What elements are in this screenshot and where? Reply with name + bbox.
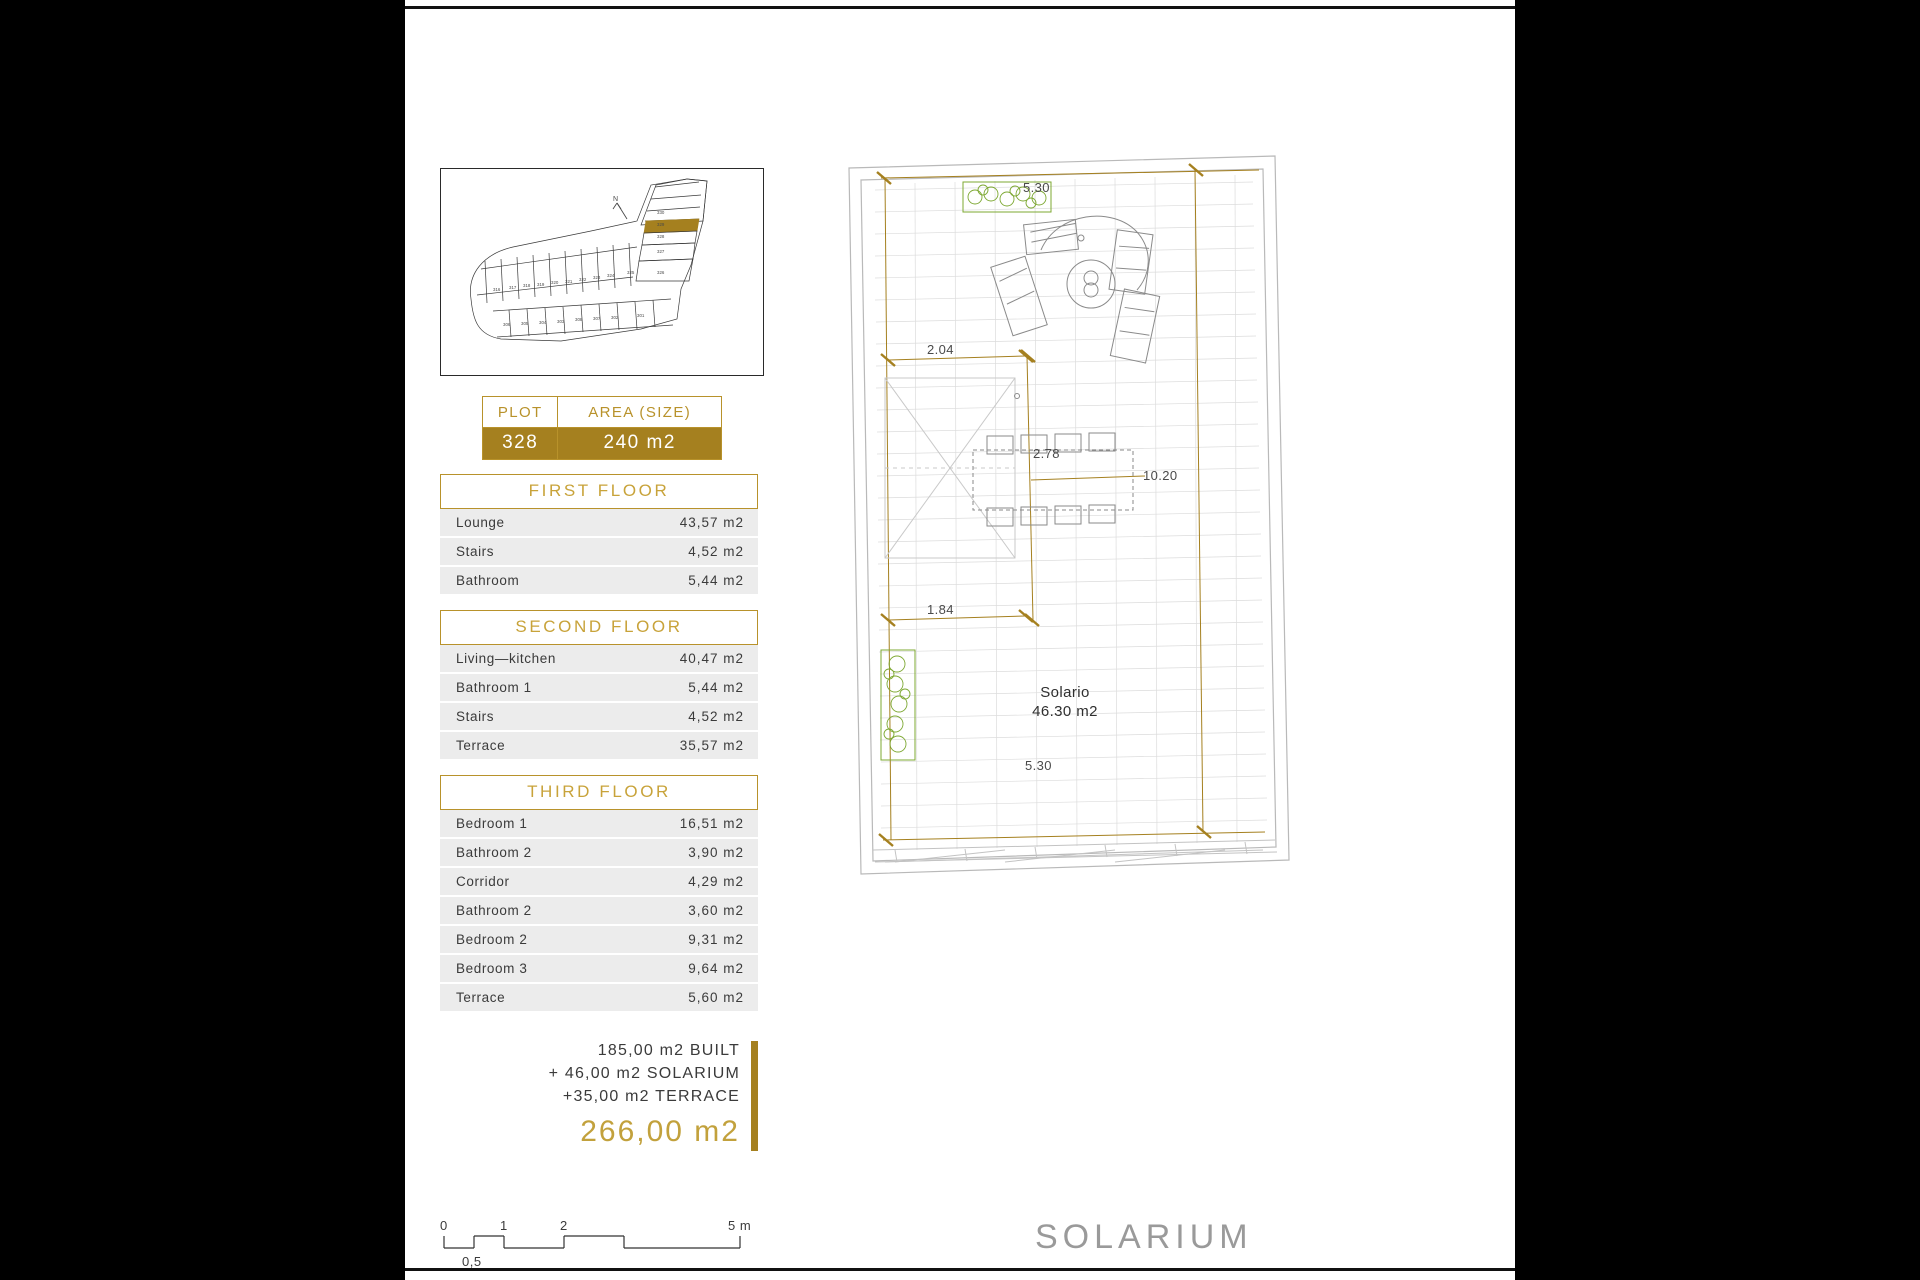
dim-d2: 2.78: [1033, 446, 1060, 461]
total-solarium: + 46,00 m2 SOLARIUM: [548, 1065, 740, 1083]
solarium-floor-plan: [845, 150, 1315, 890]
dimension-lines: [877, 164, 1265, 846]
room-area: 5,44 m2: [688, 573, 744, 588]
planter-left: [881, 650, 915, 760]
roof-hatch: [885, 378, 1015, 558]
plot-header-cell: PLOT: [483, 397, 558, 428]
room-area: 9,64 m2: [688, 961, 744, 976]
plot-area-value-row: [483, 428, 722, 460]
room-row: [440, 732, 758, 761]
svg-text:326: 326: [657, 270, 665, 275]
svg-text:328: 328: [657, 234, 665, 239]
room-row: [440, 509, 758, 538]
solario-room-area: 46.30 m2: [1032, 703, 1098, 720]
room-row: [440, 839, 758, 868]
svg-text:304: 304: [539, 320, 547, 325]
plot-area-table: [482, 396, 722, 460]
room-area: 4,52 m2: [688, 544, 744, 559]
svg-text:327: 327: [657, 249, 665, 254]
room-name: Terrace: [456, 738, 506, 753]
plot-location-map: [440, 168, 764, 376]
scale-tick-2: 2: [560, 1218, 568, 1233]
solario-room-name: Solario: [1040, 684, 1090, 701]
room-name: Lounge: [456, 515, 505, 530]
room-name: Bathroom: [456, 573, 520, 588]
room-name: Bedroom 2: [456, 932, 528, 947]
totals-gold-bar: [751, 1041, 758, 1151]
scale-bar: [440, 1218, 770, 1272]
scale-bar-drawing: [440, 1222, 770, 1262]
svg-text:321: 321: [565, 279, 573, 284]
svg-text:324: 324: [607, 273, 615, 278]
solarium-plan-drawing: [845, 150, 1315, 890]
left-black-bar: [0, 0, 405, 1280]
room-area: 5,44 m2: [688, 680, 744, 695]
scale-tick-1: 1: [500, 1218, 508, 1233]
svg-text:316: 316: [493, 287, 501, 292]
scale-tick-0: 0: [440, 1218, 448, 1233]
svg-text:330: 330: [657, 210, 665, 215]
svg-text:302: 302: [611, 315, 619, 320]
room-area: 35,57 m2: [679, 738, 744, 753]
room-row: [440, 897, 758, 926]
svg-text:307: 307: [593, 316, 601, 321]
scale-half-label: 0,5: [462, 1254, 482, 1269]
area-header-cell: AREA (SIZE): [558, 397, 722, 428]
room-name: Corridor: [456, 874, 510, 889]
room-area: 4,52 m2: [688, 709, 744, 724]
plot-area-header-row: [483, 397, 722, 428]
svg-text:325: 325: [627, 270, 635, 275]
svg-text:305: 305: [521, 321, 529, 326]
north-arrow-icon: [613, 203, 627, 219]
room-row: [440, 926, 758, 955]
dim-height: 10.20: [1143, 468, 1178, 483]
svg-text:322: 322: [579, 277, 587, 282]
svg-text:306: 306: [503, 322, 511, 327]
floor-header-first: FIRST FLOOR: [440, 474, 758, 509]
svg-text:318: 318: [523, 283, 531, 288]
svg-text:329: 329: [657, 222, 665, 227]
dim-d1: 2.04: [927, 342, 954, 357]
room-area: 3,90 m2: [688, 845, 744, 860]
svg-text:301: 301: [637, 313, 645, 318]
svg-text:303: 303: [557, 319, 565, 324]
plot-map-drawing: [441, 169, 763, 375]
floor-header-third: THIRD FLOOR: [440, 775, 758, 810]
dim-bottom-width: 5.30: [1025, 758, 1052, 773]
room-row: [440, 868, 758, 897]
total-grand: 266,00 m2: [580, 1114, 740, 1148]
room-area: 40,47 m2: [679, 651, 744, 666]
room-row: [440, 645, 758, 674]
room-name: Bedroom 1: [456, 816, 528, 831]
room-area: 3,60 m2: [688, 903, 744, 918]
svg-text:323: 323: [593, 275, 601, 280]
room-row: [440, 567, 758, 596]
room-row: [440, 538, 758, 567]
right-black-bar: [1515, 0, 1920, 1280]
room-area: 43,57 m2: [679, 515, 744, 530]
svg-text:320: 320: [551, 280, 559, 285]
room-name: Bathroom 1: [456, 680, 532, 695]
room-area: 9,31 m2: [688, 932, 744, 947]
room-row: [440, 955, 758, 984]
room-name: Living—kitchen: [456, 651, 556, 666]
room-name: Bedroom 3: [456, 961, 528, 976]
svg-text:308: 308: [575, 317, 583, 322]
tile-pattern: [875, 175, 1267, 850]
room-area: 5,60 m2: [688, 990, 744, 1005]
svg-text:317: 317: [509, 285, 517, 290]
room-row: [440, 674, 758, 703]
total-built: 185,00 m2 BUILT: [597, 1042, 740, 1059]
room-area: 4,29 m2: [688, 874, 744, 889]
top-rule: [405, 6, 1515, 9]
room-row: [440, 984, 758, 1013]
total-terrace: +35,00 m2 TERRACE: [562, 1088, 740, 1106]
info-column: [440, 168, 770, 1149]
scale-end-label: 5 m: [728, 1218, 752, 1233]
room-name: Stairs: [456, 544, 495, 559]
dim-top-width: 5.30: [1023, 180, 1050, 195]
plan-sheet: [405, 0, 1515, 1280]
floor-header-second: SECOND FLOOR: [440, 610, 758, 645]
plot-number-cell: 328: [483, 428, 558, 460]
plot-size-cell: 240 m2: [558, 428, 722, 460]
room-name: Terrace: [456, 990, 506, 1005]
room-row: [440, 703, 758, 732]
dim-d3: 1.84: [927, 602, 954, 617]
room-area: 16,51 m2: [679, 816, 744, 831]
room-name: Bathroom 2: [456, 845, 532, 860]
svg-text:N: N: [613, 196, 619, 203]
sheet-title: SOLARIUM: [1035, 1218, 1253, 1256]
svg-text:319: 319: [537, 282, 545, 287]
room-row: [440, 810, 758, 839]
room-name: Bathroom 2: [456, 903, 532, 918]
totals-block: [440, 1039, 758, 1149]
room-name: Stairs: [456, 709, 495, 724]
